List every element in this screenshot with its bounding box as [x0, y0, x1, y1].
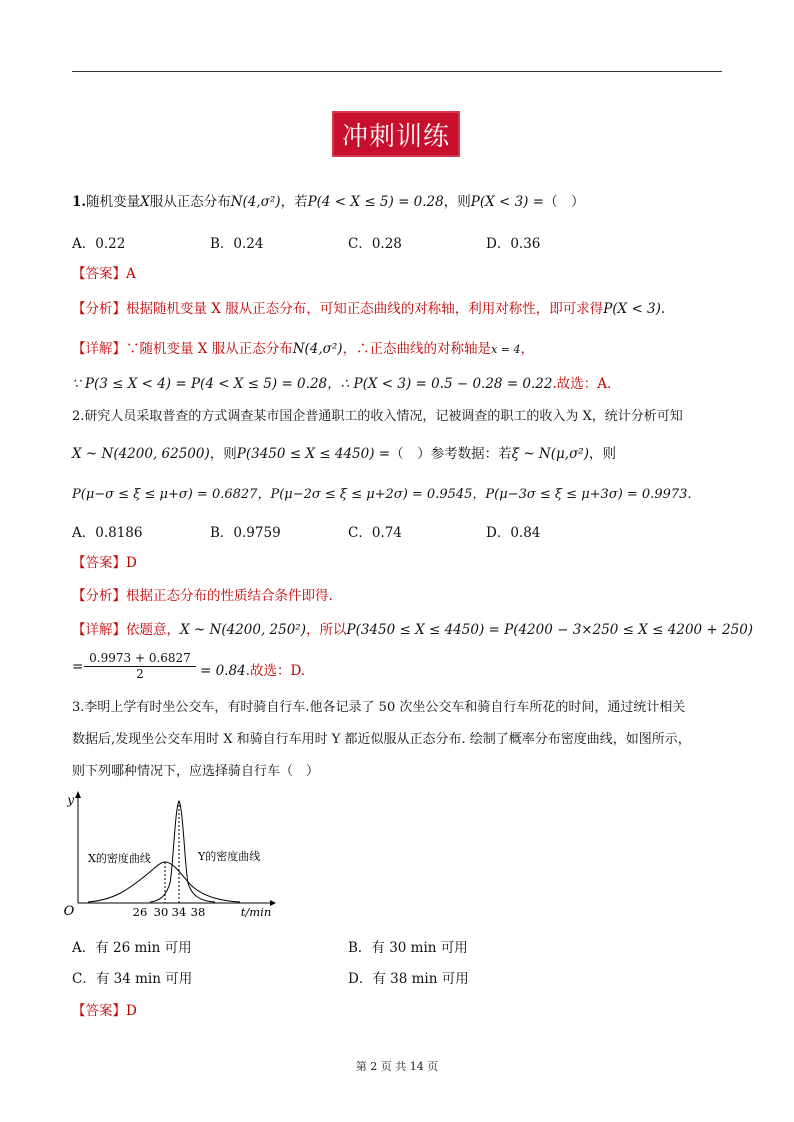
q1-detail2-b: .故选：A. [552, 376, 612, 392]
q1-analysis-text: 根据随机变量 X 服从正态分布，可知正态曲线的对称轴，利用对称性，即可求得 [126, 301, 604, 317]
q1-answer-value: A [126, 266, 136, 282]
q2-detail-expr: P(3450 ≤ X ≤ 4450) = P(4200 − 3×250 ≤ X ≤ 4200 + 250) [346, 622, 754, 638]
q1-stem [72, 190, 585, 210]
density-graph [60, 788, 290, 923]
q2-option-d: D．0.84 [486, 525, 541, 541]
q1-analysis-end: . [660, 301, 666, 317]
q2-dist: X ~ N(4200, 62500) [72, 446, 210, 462]
q2-frac-end: .故选：D. [245, 663, 306, 679]
y-curve-label: Y的密度曲线 [198, 850, 261, 863]
q2-line2-b: ，则 [209, 446, 237, 462]
tick-38: 38 [190, 905, 206, 919]
q2-frac-eq: = [72, 659, 84, 675]
q1-var: X [140, 194, 150, 210]
q1-detail [72, 337, 534, 357]
q2-reference: P(μ−σ ≤ ξ ≤ μ+σ) = 0.6827，P(μ−2σ ≤ ξ ≤ μ+2σ) = 0.9545，P(μ−3σ ≤ ξ ≤ μ+3σ) = 0.9973. [72, 487, 692, 502]
q2-line2-f: ，则 [588, 446, 616, 462]
q1-answer-label: 【答案】 [72, 266, 126, 282]
q1-ask: P(X < 3) = [470, 194, 545, 210]
q1-dist: N(4,σ²) [230, 194, 281, 210]
q3-line1: 3.李明上学有时坐公交车，有时骑自行车.他各记录了 50 次坐公交车和骑自行车所花的时间，通过统计相关 [72, 700, 686, 715]
q1-stem-c: ，若 [280, 194, 308, 210]
q1-answer [72, 262, 136, 282]
q2-xi-dist: ξ ~ N(μ,σ²) [511, 446, 589, 462]
tick-30: 30 [153, 905, 169, 919]
q2-ask: P(3450 ≤ X ≤ 4450) = [236, 446, 391, 462]
q3-option-b: B．有 30 min 可用 [348, 940, 468, 956]
graph-y-label: y [67, 793, 74, 807]
q2-frac-result [200, 659, 305, 679]
q1-detail-a: ∵随机变量 X 服从正态分布 [126, 341, 293, 357]
q1-stem-b: 服从正态分布 [149, 194, 231, 210]
q2-detail-dist: X ~ N(4200, 250²) [180, 622, 306, 638]
graph-x-label: t/min [240, 905, 272, 919]
q1-detail2-a: ∵ P(3 ≤ X < 4) = P(4 < X ≤ 5) = 0.28，∴ P(X < 3) = 0.5 − 0.28 = 0.22 [72, 376, 553, 392]
q2-line1: 2.研究人员采取普查的方式调查某市国企普通职工的收入情况，记被调查的职工的收入为 X，统计分析可知 [72, 409, 683, 424]
q2-frac-num: 0.9973 + 0.6827 [84, 651, 196, 667]
x-curve-label: X的密度曲线 [88, 852, 151, 865]
page-footer: 第 2 页 共 14 页 [355, 1060, 439, 1073]
q3-line2: 数据后,发现坐公交车用时 X 和骑自行车用时 Y 都近似服从正态分布. 绘制了概率分布密度曲线，如图所示， [72, 732, 691, 747]
graph-origin: O [63, 904, 75, 919]
q2-frac-res: = 0.84 [200, 663, 246, 679]
q2-detail-a: 依题意， [126, 622, 180, 638]
tick-34: 34 [171, 905, 187, 919]
x-density-curve [88, 862, 240, 902]
q3-answer-value: D [126, 1003, 137, 1019]
q1-detail-c: ， [520, 341, 534, 357]
q2-detail-c: ，所以 [305, 622, 347, 638]
q2-option-b: B．0.9759 [210, 525, 281, 541]
q3-line3: 则下列哪种情况下，应选择骑自行车（ ） [72, 764, 320, 779]
q1-detail-label: 【详解】 [72, 341, 126, 357]
q2-answer-label: 【答案】 [72, 555, 126, 571]
q2-detail-label: 【详解】 [72, 622, 126, 638]
q1-option-d: D．0.36 [486, 236, 541, 252]
graph-y-arrow [75, 791, 81, 798]
q2-analysis-text: 根据正态分布的性质结合条件即得. [126, 588, 333, 604]
q1-detail-2 [72, 372, 611, 392]
q2-frac-den: 2 [136, 667, 144, 681]
q1-analysis-expr: P(X < 3) [603, 301, 661, 317]
tick-26: 26 [132, 905, 148, 919]
q1-stem-a: 随机变量 [86, 194, 141, 210]
q2-detail [72, 618, 753, 638]
q1-cond: P(4 < X ≤ 5) = 0.28 [307, 194, 444, 210]
q2-answer-value: D [126, 555, 137, 571]
q3-option-a: A．有 26 min 可用 [72, 940, 192, 956]
q1-detail-axis: x = 4 [491, 343, 521, 356]
q1-stem-e: （ ） [544, 194, 585, 210]
q2-analysis [72, 584, 333, 604]
q2-option-c: C．0.74 [348, 525, 402, 541]
header-rule [72, 71, 722, 72]
q1-analysis [72, 297, 665, 317]
q2-analysis-label: 【分析】 [72, 588, 126, 604]
section-banner: 冲刺训练 [332, 111, 460, 157]
q1-stem-d: ，则 [443, 194, 471, 210]
q1-number: 1. [72, 194, 87, 210]
q2-option-a: A．0.8186 [72, 525, 143, 541]
q1-detail-b: ，∴正态曲线的对称轴是 [342, 341, 492, 357]
q2-fraction [84, 651, 196, 681]
q3-option-c: C．有 34 min 可用 [72, 971, 193, 987]
q1-detail-dist: N(4,σ²) [292, 341, 343, 357]
q1-analysis-label: 【分析】 [72, 301, 126, 317]
q2-answer [72, 551, 137, 571]
q3-answer-label: 【答案】 [72, 1003, 126, 1019]
q1-option-a: A．0.22 [72, 236, 126, 252]
q2-line2 [72, 442, 616, 462]
q2-line2-d: （ ）参考数据：若 [390, 446, 512, 462]
q3-option-d: D．有 38 min 可用 [348, 971, 469, 987]
q1-option-b: B．0.24 [210, 236, 264, 252]
q3-answer [72, 999, 137, 1019]
q1-option-c: C．0.28 [348, 236, 402, 252]
